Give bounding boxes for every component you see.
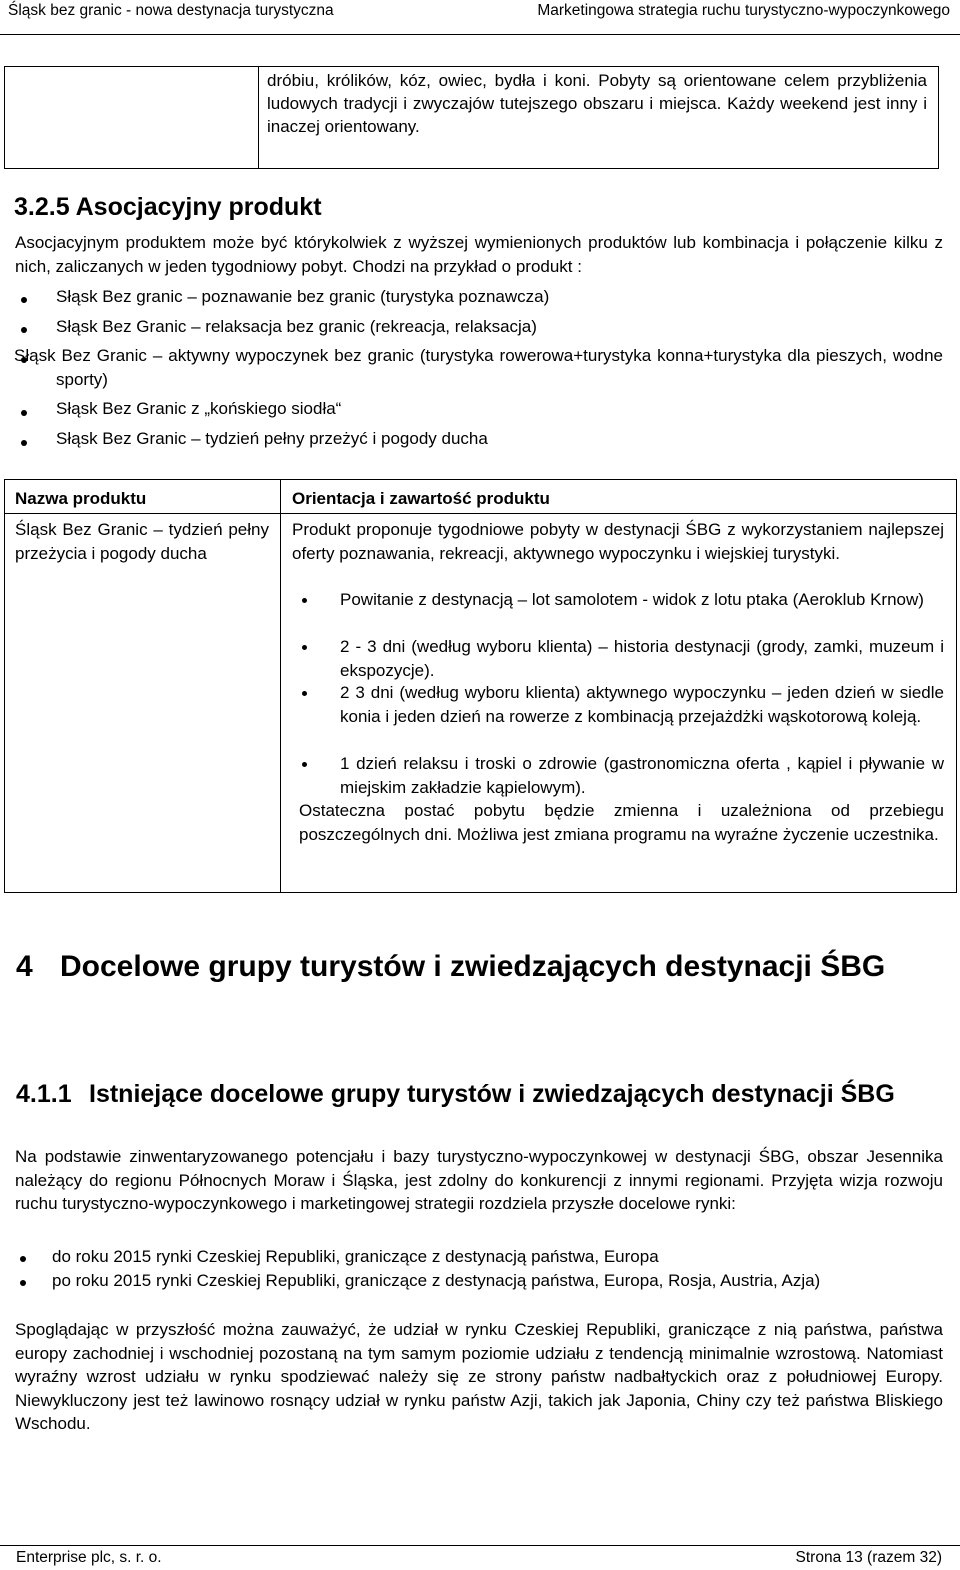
chapter-title: Docelowe grupy turystów i zwiedzających destynacji ŚBG: [60, 950, 886, 983]
program-item: 2 - 3 dni (według wyboru klienta) – historia destynacji (grody, zamki, muzeum i ekspozycje).: [340, 637, 944, 680]
bullet-icon: [21, 410, 27, 416]
bullet-icon: [20, 1280, 26, 1286]
column-header-content: Orientacja i zawartość produktu: [292, 489, 550, 508]
table-divider: [258, 67, 259, 168]
bullet-icon: [302, 762, 307, 767]
chapter-number: 4: [16, 950, 33, 983]
program-item: Powitanie z destynacją – lot samolotem - widok z lotu ptaka (Aeroklub Krnow): [340, 590, 924, 609]
continued-table: [4, 66, 939, 169]
program-item: 1 dzień relaksu i troski o zdrowie (gastronomiczna oferta , kąpiel i pływanie w miejskim zakładzie kąpielowym).: [340, 754, 944, 797]
section-title: Istniejące docelowe grupy turystów i zwiedzających destynacji ŚBG: [89, 1080, 895, 1108]
table-header-divider: [5, 513, 956, 514]
page-footer: [0, 1545, 960, 1566]
header-right-title: Marketingowa strategia ruchu turystyczno-wypoczynkowego: [537, 2, 950, 19]
product-intro: Produkt proponuje tygodniowe pobyty w destynacji ŚBG z wykorzystaniem najlepszej oferty poznawania, rekreacji, aktywnego wypoczynku i wiejskiej turystyki.: [292, 520, 944, 563]
column-header-name: Nazwa produktu: [15, 489, 147, 508]
list-item: Słąsk Bez granic – poznawanie bez granic (turystyka poznawcza): [56, 287, 550, 306]
program-item: 2 3 dni (według wyboru klienta) aktywnego wypoczynku – jeden dzień w siedle konia i jeden dzień na rowerze z kombinacją przejażdżki wąskotorową koleją.: [340, 683, 944, 726]
bullet-icon: [302, 691, 307, 696]
footer-company: Enterprise plc, s. r. o.: [16, 1549, 162, 1566]
list-item: po roku 2015 rynki Czeskiej Republiki, graniczące z destynacją państwa, Europa, Rosja, Austria, Azja): [52, 1271, 821, 1290]
product-closing: Ostateczna postać pobytu będzie zmienna i uzależniona od przebiegu poszczególnych dni. Możliwa jest zmiana programu na wyraźne życzenie uczestnika.: [299, 801, 944, 844]
list-item: Słąsk Bez Granic – relaksacja bez granic (rekreacja, relaksacja): [56, 317, 537, 336]
page-header: [0, 0, 960, 35]
product-table: [4, 479, 957, 893]
footer-page-number: Strona 13 (razem 32): [795, 1549, 942, 1566]
list-item: do roku 2015 rynki Czeskiej Republiki, graniczące z destynacją państwa, Europa: [52, 1247, 659, 1266]
section-number: 4.1.1: [16, 1080, 72, 1108]
list-item: Słąsk Bez Granic – tydzień pełny przeżyć i pogody ducha: [56, 429, 488, 448]
list-item: [14, 344, 943, 392]
list-item: Słąsk Bez Granic z „końskiego siodła“: [56, 399, 342, 418]
list-item-text: Słąsk Bez Granic – aktywny wypoczynek bez granic (turystyka rowerowa+turystyka konna+turystyka dla pieszych, wodne sporty): [14, 346, 943, 389]
bullet-icon: [302, 598, 307, 603]
product-name: Śląsk Bez Granic – tydzień pełny przeżycia i pogody ducha: [15, 520, 269, 563]
continued-cell-text: dróbiu, królików, kóz, owiec, bydła i koni. Pobyty są orientowane celem przybliżenia ludowych tradycji i zwyczajów tutejszego obszaru i miejsca. Każdy weekend jest inny i inaczej orientowany.: [267, 71, 927, 136]
bullet-icon: [302, 645, 307, 650]
section-heading-325: 3.2.5 Asocjacyjny produkt: [14, 193, 322, 221]
bullet-icon: [21, 327, 27, 333]
section-325-intro: Asocjacyjnym produktem może być którykolwiek z wyższej wymienionych produktów lub kombinacja i połączenie kilku z nich, zaliczanych w jeden tygodniowy pobyt. Chodzi na przykład o produkt :: [15, 233, 943, 276]
bullet-icon: [21, 440, 27, 446]
header-left-title: Śląsk bez granic - nowa destynacja turystyczna: [8, 2, 334, 19]
bullet-icon: [21, 297, 27, 303]
bullet-icon: [20, 1256, 26, 1262]
section-411-paragraph-1: Na podstawie zinwentaryzowanego potencjału i bazy turystyczno-wypoczynkowej w destynacji ŚBG, obszar Jesennika należący do regionu Północnych Moraw i Śląska, jest zdolny do konkurencji z innymi regionami. Przyjęta wizja rozwoju ruchu turystyczno-wypoczynkowego i marketingowej strategii rozdziela przyszłe docelowe rynki:: [15, 1147, 943, 1213]
table-column-divider: [280, 480, 281, 892]
section-411-paragraph-2: Spoglądając w przyszłość można zauważyć, że udział w rynku Czeskiej Republiki, graniczące z nią państwa, państwa europy zachodniej i wschodniej pozostaną na tym samym poziomie udziału z tendencją minimalnie wzrostową. Natomiast wyraźny wzrost udziału w rynku spodziewać należy się ze strony państw nadbałtyckich oraz z południowej Europy. Niewykluczony jest też lawinowo rosnący udział w rynku państw Azji, takich jak Japonia, Chiny czy też państwa Bliskiego Wschodu.: [15, 1320, 943, 1433]
